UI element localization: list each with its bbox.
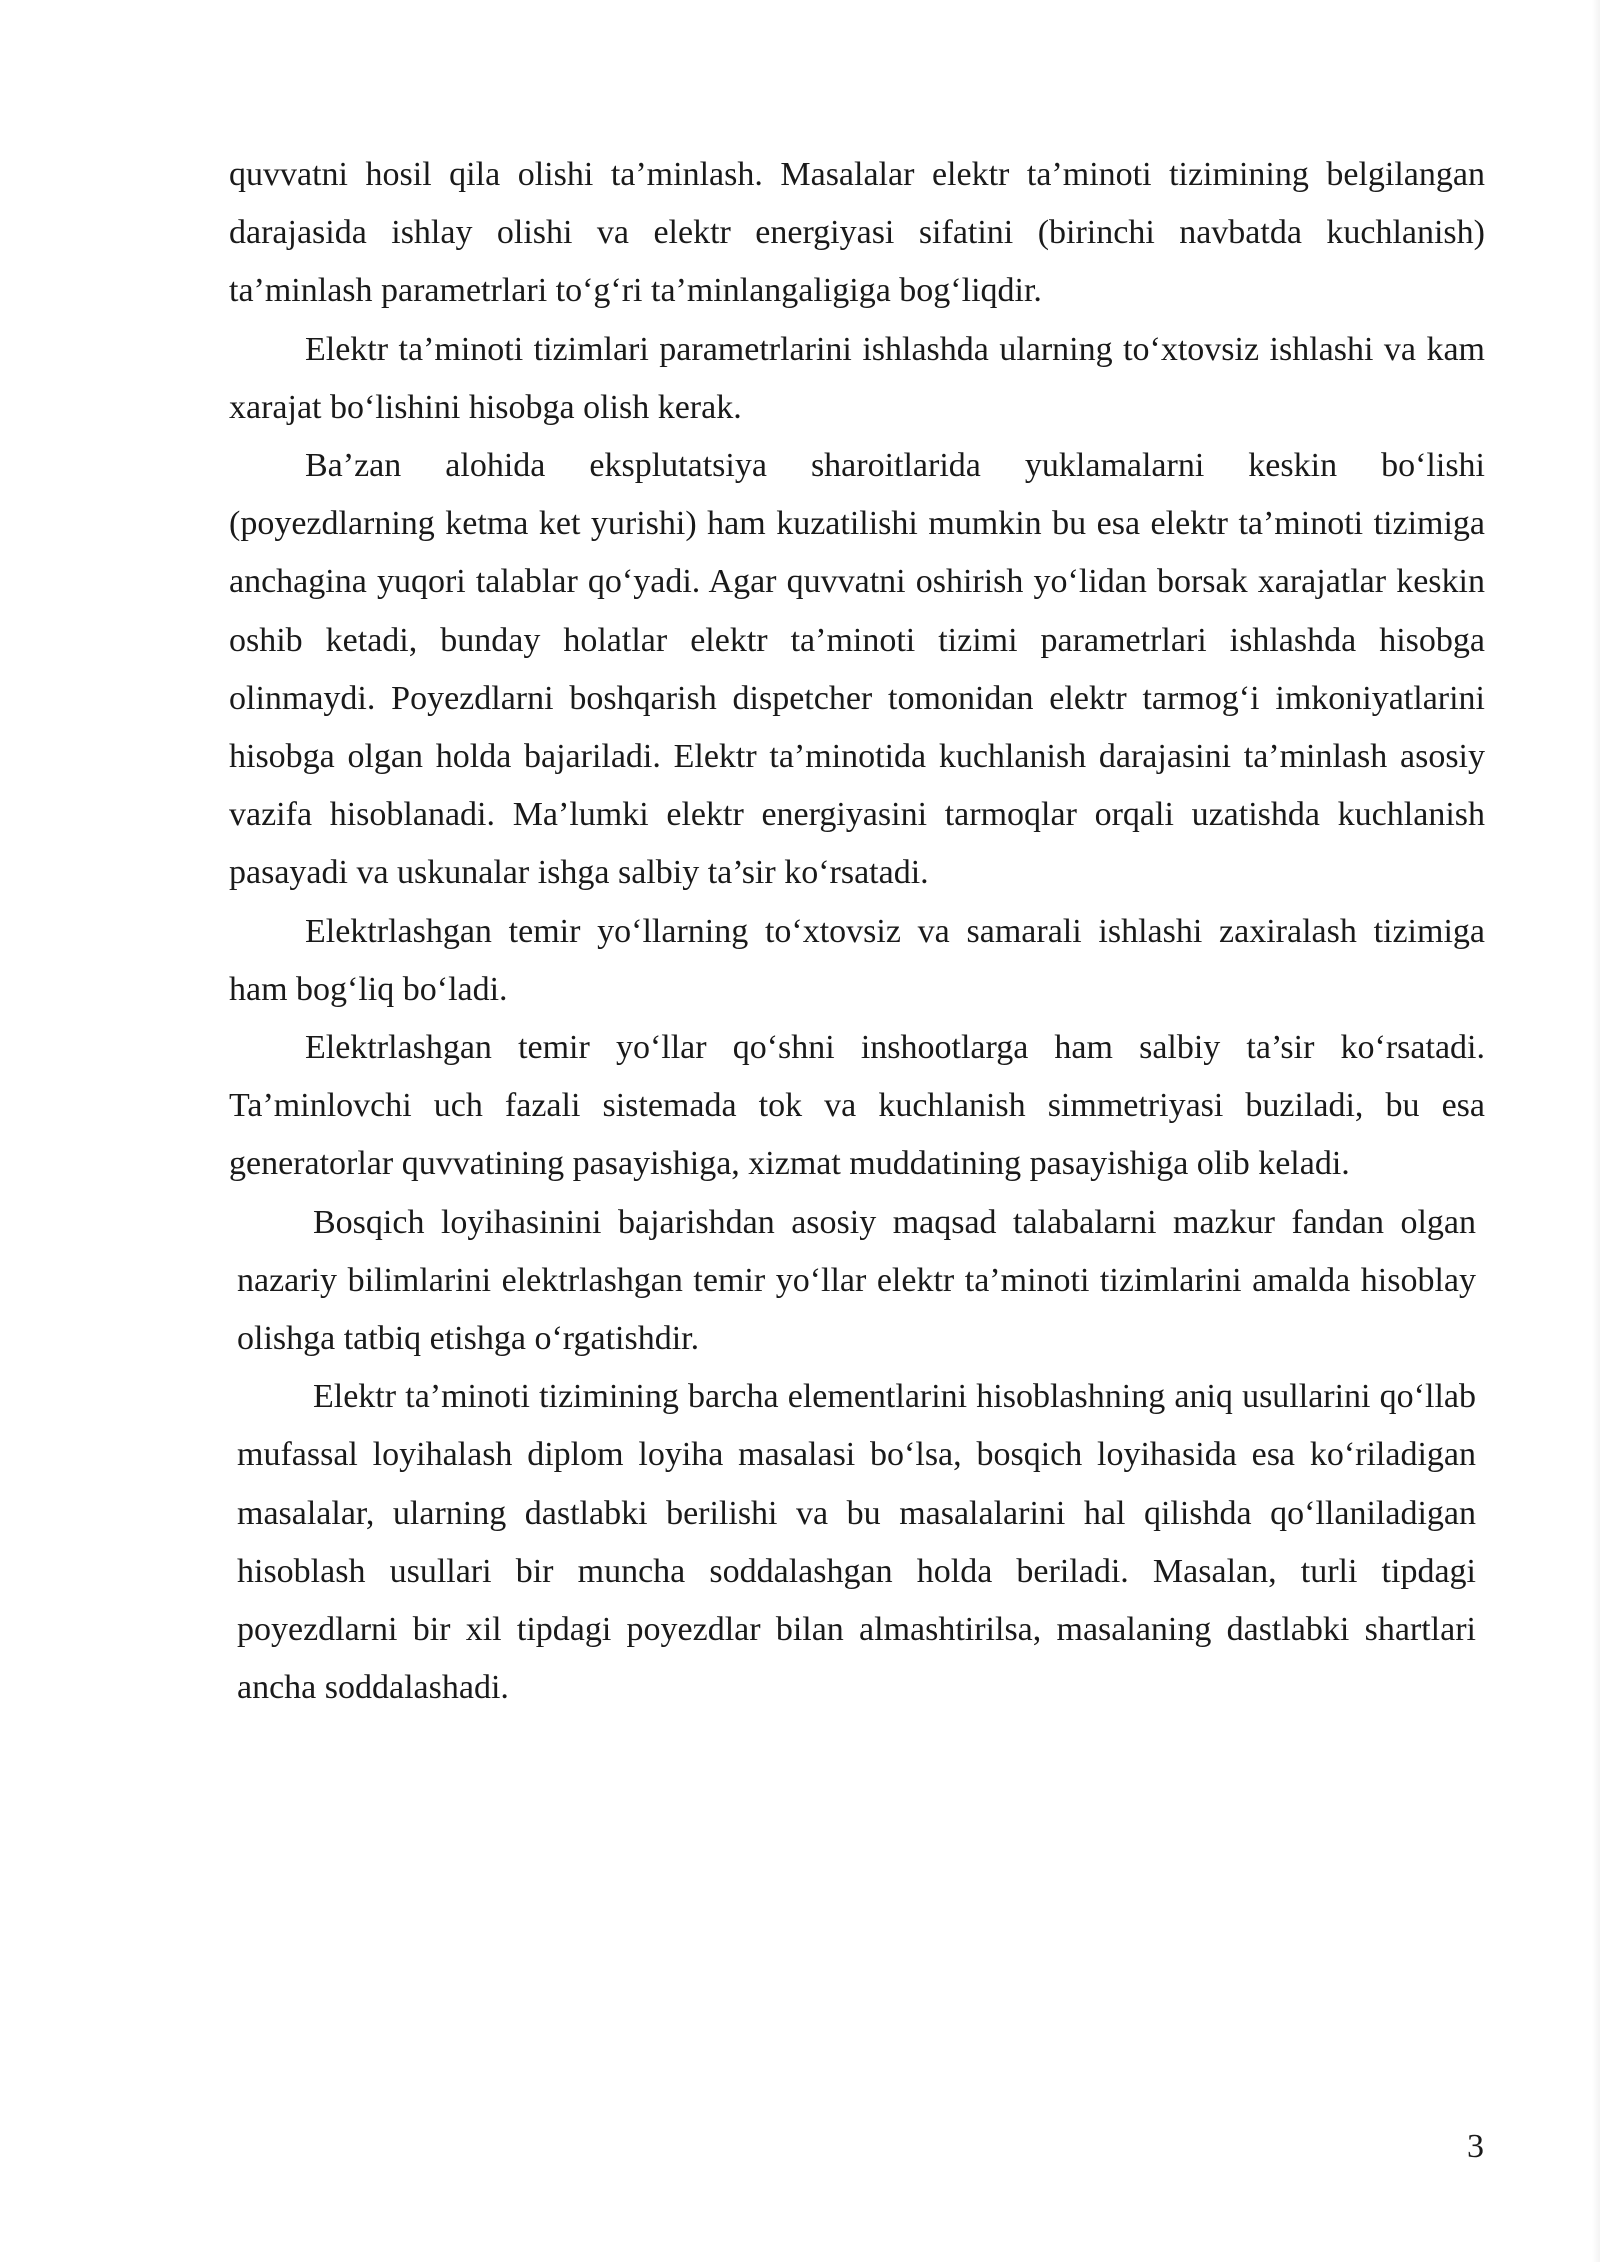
paragraph: Elektr ta’minoti tizimining barcha elementlarini hisoblashning aniq usullarini qo‘llab mufassal loyihalash diplom loyiha masalasi bo‘lsa, bosqich loyihasida esa ko‘riladigan masalalar, ularning dastlabki berilishi va bu masalalarini hal qilishda qo‘llaniladigan hisoblash usullari bir muncha soddalashgan holda beriladi. Masalan, turli tipdagi poyezdlarni bir xil tipdagi poyezdlar bilan almashtirilsa, masalaning dastlabki shartlari ancha soddalashadi. xyxy=(237,1378,1476,1707)
paragraph: Bosqich loyihasinini bajarishdan asosiy maqsad talabalarni mazkur fandan olgan nazariy bilimlarini elektrlashgan temir yo‘llar elektr ta’minoti tizimlarini amalda hisoblay olishga tatbiq etishga o‘rgatishdir. xyxy=(237,1203,1476,1358)
paragraph-continuation: quvvatni hosil qila olishi ta’minlash. Masalalar elektr ta’minoti tizimining belgilangan darajasida ishlay olishi va elektr energiyasi sifatini (birinchi navbatda kuchlanish) ta’minlash parametrlari to‘g‘ri ta’minlangaligiga bog‘liqdir. xyxy=(229,156,1485,310)
paragraph: Ba’zan alohida eksplutatsiya sharoitlarida yuklamalarni keskin bo‘lishi (poyezdlarning ketma ket yurishi) ham kuzatilishi mumkin bu esa elektr ta’minoti tizimiga anchagina yuqori talablar qo‘yadi. Agar quvvatni oshirish yo‘lidan borsak xarajatlar keskin oshib ketadi, bunday holatlar elektr ta’minoti tizimi parametrlari ishlashda hisobga olinmaydi. Poyezdlarni boshqarish dispetcher tomonidan elektr tarmog‘i imkoniyatlarini hisobga olgan holda bajariladi. Elektr ta’minotida kuchlanish darajasini ta’minlash asosiy vazifa hisoblanadi. Ma’lumki elektr energiyasini tarmoqlar orqali uzatishda kuchlanish pasayadi va uskunalar ishga salbiy ta’sir ko‘rsatadi. xyxy=(229,447,1485,892)
document-body xyxy=(229,146,1485,1717)
paragraph: Elektr ta’minoti tizimlari parametrlarini ishlashda ularning to‘xtovsiz ishlashi va kam xarajat bo‘lishini hisobga olish kerak. xyxy=(229,330,1485,426)
paragraph: Elektrlashgan temir yo‘llar qo‘shni inshootlarga ham salbiy ta’sir ko‘rsatadi. Ta’minlovchi uch fazali sistemada tok va kuchlanish simmetriyasi buziladi, bu esa generatorlar quvvatining pasayishiga, xizmat muddatining pasayishiga olib keladi. xyxy=(229,1029,1485,1183)
paragraph: Elektrlashgan temir yo‘llarning to‘xtovsiz va samarali ishlashi zaxiralash tizimiga ham bog‘liq bo‘ladi. xyxy=(229,912,1485,1008)
page-edge-shadow xyxy=(1592,0,1600,2262)
page-number: 3 xyxy=(1467,2128,1484,2165)
